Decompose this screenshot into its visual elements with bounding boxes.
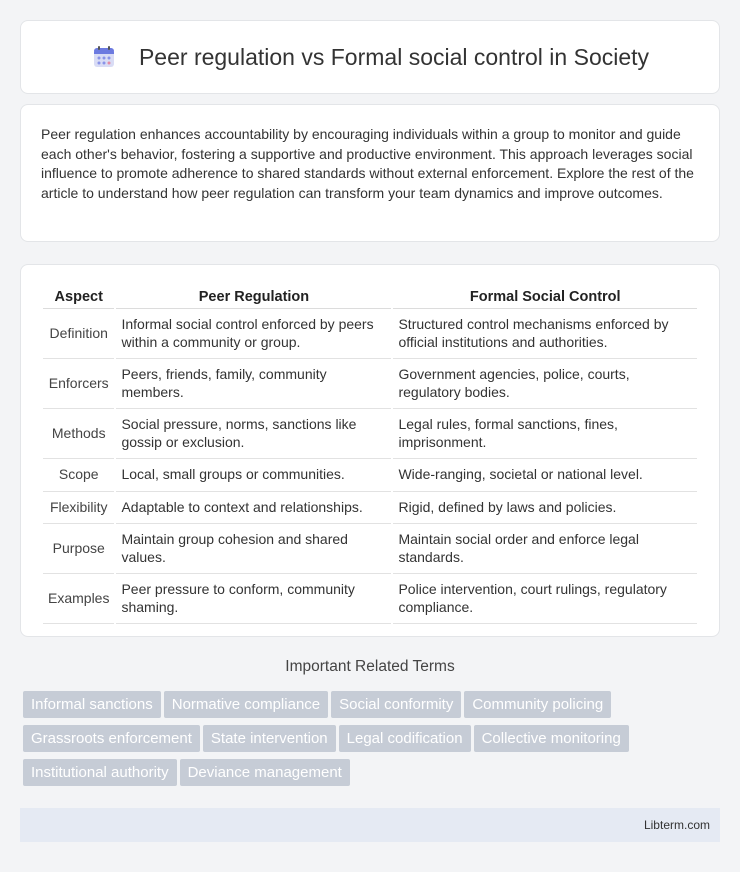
table-row	[43, 359, 697, 409]
related-term-tag[interactable]: Normative compliance	[164, 691, 328, 718]
column-header-formal-social-control: Formal Social Control	[392, 285, 697, 309]
comparison-table	[43, 285, 697, 624]
table-cell-formal-social-control: Legal rules, formal sanctions, fines, imprisonment.	[392, 409, 697, 459]
page-title: Peer regulation vs Formal social control in Society	[138, 43, 650, 70]
table-cell-aspect: Methods	[43, 409, 115, 459]
related-terms-tags	[20, 691, 720, 793]
related-term-tag[interactable]: State intervention	[203, 725, 336, 752]
related-term-tag[interactable]: Social conformity	[331, 691, 461, 718]
related-terms-section	[20, 658, 720, 793]
table-cell-peer-regulation: Social pressure, norms, sanctions like gossip or exclusion.	[115, 409, 392, 459]
table-cell-formal-social-control: Maintain social order and enforce legal standards.	[392, 524, 697, 574]
table-row	[43, 459, 697, 492]
table-cell-formal-social-control: Police intervention, court rulings, regulatory compliance.	[392, 574, 697, 624]
related-terms-title: Important Related Terms	[285, 658, 455, 675]
table-cell-formal-social-control: Government agencies, police, courts, regulatory bodies.	[392, 359, 697, 409]
table-header-row	[43, 285, 697, 309]
table-row	[43, 491, 697, 524]
table-cell-aspect: Definition	[43, 309, 115, 359]
table-cell-peer-regulation: Adaptable to context and relationships.	[115, 491, 392, 524]
related-term-tag[interactable]: Legal codification	[339, 725, 471, 752]
table-cell-aspect: Scope	[43, 459, 115, 492]
table-cell-peer-regulation: Informal social control enforced by peers within a community or group.	[115, 309, 392, 359]
table-row	[43, 524, 697, 574]
table-cell-peer-regulation: Peer pressure to conform, community shaming.	[115, 574, 392, 624]
footer	[20, 808, 720, 842]
table-cell-aspect: Flexibility	[43, 491, 115, 524]
table-cell-peer-regulation: Local, small groups or communities.	[115, 459, 392, 492]
table-cell-aspect: Examples	[43, 574, 115, 624]
table-cell-formal-social-control: Structured control mechanisms enforced by official institutions and authorities.	[392, 309, 697, 359]
table-row	[43, 574, 697, 624]
related-term-tag[interactable]: Informal sanctions	[23, 691, 161, 718]
column-header-peer-regulation: Peer Regulation	[115, 285, 392, 309]
related-term-tag[interactable]: Institutional authority	[23, 759, 177, 786]
table-cell-formal-social-control: Rigid, defined by laws and policies.	[392, 491, 697, 524]
intro-card	[20, 104, 720, 242]
footer-site-link[interactable]: Libterm.com	[643, 818, 710, 832]
title-card	[20, 20, 720, 94]
table-cell-peer-regulation: Maintain group cohesion and shared values.	[115, 524, 392, 574]
related-term-tag[interactable]: Community policing	[464, 691, 611, 718]
related-term-tag[interactable]: Collective monitoring	[474, 725, 629, 752]
intro-text: Peer regulation enhances accountability by encouraging individuals within a group to monitor and guide each other's behavior, fostering a supportive and productive environment. This approach leverages social influence to promote adherence to shared standards without external enforcement. Explore the rest of the article to understand how peer regulation can transform your team dynamics and improve outcomes.	[41, 126, 694, 201]
calendar-icon	[91, 44, 117, 70]
table-cell-aspect: Enforcers	[43, 359, 115, 409]
comparison-table-card	[20, 264, 720, 637]
related-term-tag[interactable]: Grassroots enforcement	[23, 725, 200, 752]
column-header-aspect: Aspect	[43, 285, 115, 309]
related-term-tag[interactable]: Deviance management	[180, 759, 350, 786]
table-row	[43, 409, 697, 459]
table-cell-formal-social-control: Wide-ranging, societal or national level.	[392, 459, 697, 492]
table-cell-aspect: Purpose	[43, 524, 115, 574]
table-cell-peer-regulation: Peers, friends, family, community members.	[115, 359, 392, 409]
table-row	[43, 309, 697, 359]
